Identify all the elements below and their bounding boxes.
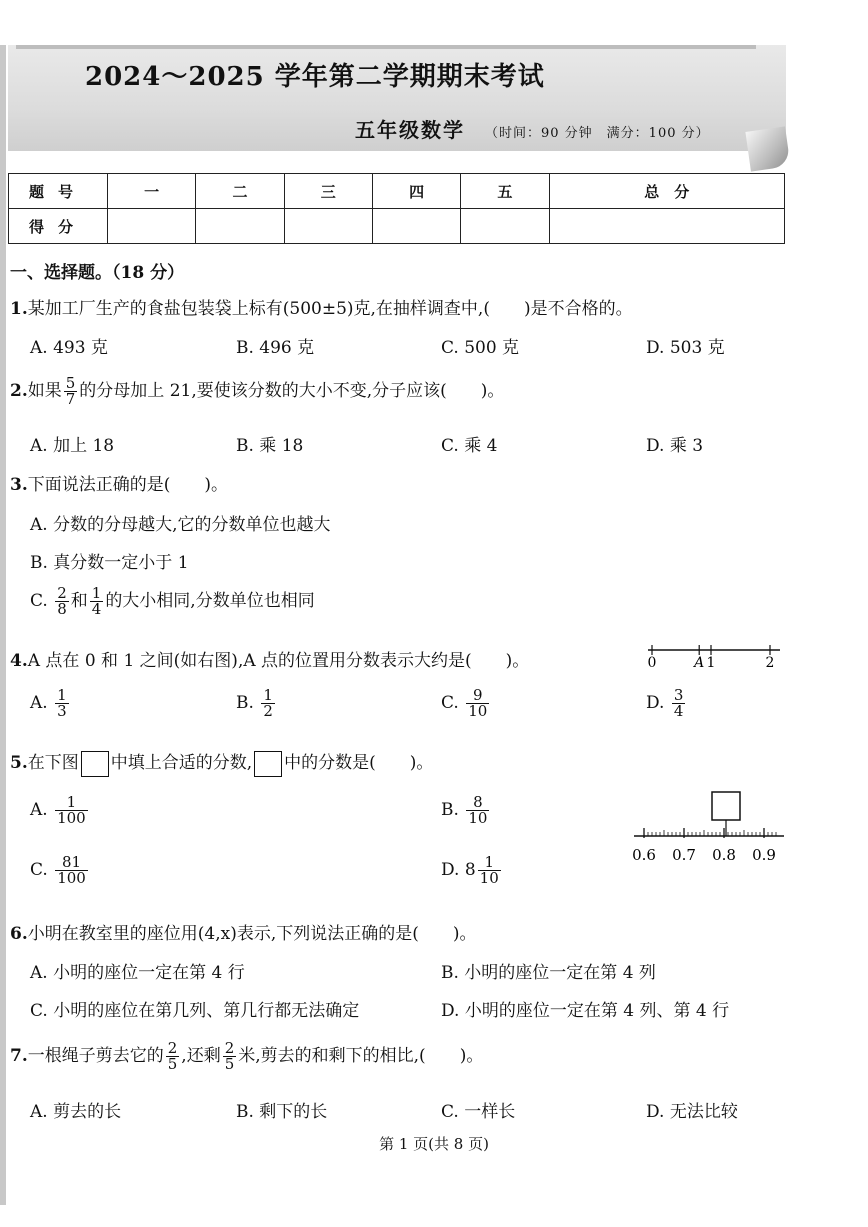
question-number: 7. — [10, 1046, 28, 1066]
fraction-denominator: 10 — [468, 702, 488, 720]
fraction-denominator: 10 — [468, 809, 488, 827]
question-3 — [10, 470, 228, 495]
fraction — [261, 688, 275, 719]
exam-meta: （时间：90 分钟 满分：100 分） — [485, 126, 710, 141]
question-number: 1. — [10, 299, 28, 319]
question-text-post: 中的分数是( )。 — [284, 753, 434, 773]
question-number: 6. — [10, 924, 28, 944]
fraction — [223, 1041, 237, 1072]
exam-title: 2024～2025 学年第二学期期末考试 — [85, 62, 545, 92]
header-top-rule — [16, 45, 756, 49]
option-label: D. — [441, 860, 460, 880]
q1-option-d[interactable]: D. 503 克 — [646, 338, 725, 358]
fraction-numerator: 2 — [167, 1039, 178, 1057]
answer-box — [712, 792, 740, 820]
number-line-label: 0 — [647, 655, 657, 670]
question-number: 5. — [10, 753, 28, 773]
q5-option-a[interactable] — [30, 795, 90, 826]
col-header-total: 总 分 — [549, 174, 784, 209]
fraction-numerator: 1 — [478, 855, 501, 871]
fraction-numerator: 81 — [55, 855, 88, 871]
question-number: 2. — [10, 381, 28, 401]
fraction-denominator: 3 — [57, 702, 67, 720]
q6-option-c[interactable]: C. 小明的座位在第几列、第几行都无法确定 — [30, 1001, 360, 1021]
col-header-5: 五 — [461, 174, 549, 209]
ruler-label: 0.9 — [752, 846, 776, 864]
q7-option-c[interactable]: C. 一样长 — [441, 1102, 516, 1122]
q2-option-c[interactable]: C. 乘 4 — [441, 436, 498, 456]
fraction-numerator: 1 — [91, 584, 102, 602]
fraction-numerator: 9 — [466, 688, 489, 704]
fraction — [55, 855, 88, 886]
mixed-number-whole: 8 — [464, 860, 476, 880]
row-label-score: 得分 — [9, 209, 108, 244]
q6-option-d[interactable]: D. 小明的座位一定在第 4 列、第 4 行 — [441, 1001, 730, 1021]
fraction — [55, 688, 69, 719]
q7-option-a[interactable]: A. 剪去的长 — [30, 1102, 122, 1122]
q6-option-b[interactable]: B. 小明的座位一定在第 4 列 — [441, 963, 656, 983]
col-header-3: 三 — [284, 174, 372, 209]
fraction-numerator: 1 — [57, 686, 67, 704]
fraction-denominator: 8 — [57, 600, 67, 618]
question-text: A 点在 0 和 1 之间(如右图),A 点的位置用分数表示大约是( )。 — [27, 651, 530, 671]
q3-option-b[interactable]: B. 真分数一定小于 1 — [30, 553, 189, 573]
q4-option-b[interactable] — [236, 688, 277, 719]
option-text-mid: 和 — [70, 591, 88, 611]
ruler-figure — [632, 790, 788, 866]
fraction-denominator: 10 — [479, 869, 499, 887]
question-number: 4. — [10, 651, 28, 671]
score-cell-4[interactable] — [372, 209, 460, 244]
option-label: A. — [30, 800, 48, 820]
question-text-pre: 一根绳子剪去它的 — [27, 1046, 164, 1066]
score-table-score-row — [9, 209, 785, 244]
score-cell-total[interactable] — [549, 209, 784, 244]
fraction — [55, 795, 88, 826]
number-line-label: A — [694, 655, 705, 670]
option-label: C. — [441, 693, 459, 713]
subtitle-row — [355, 114, 710, 143]
fraction — [466, 795, 489, 826]
ruler-label: 0.6 — [632, 846, 656, 864]
q4-option-d[interactable] — [646, 688, 687, 719]
number-line-label: 2 — [765, 655, 775, 670]
q2-option-a[interactable]: A. 加上 18 — [30, 436, 115, 456]
answer-box — [81, 751, 109, 777]
q1-option-b[interactable]: B. 496 克 — [236, 338, 315, 358]
subject-title: 五年级数学 — [355, 118, 465, 142]
option-text-post: 的大小相同,分数单位也相同 — [105, 591, 315, 611]
score-cell-3[interactable] — [284, 209, 372, 244]
question-text-pre: 在下图 — [27, 753, 79, 773]
fraction — [55, 586, 69, 617]
fraction-denominator: 100 — [57, 809, 86, 827]
q5-option-d[interactable] — [441, 855, 503, 886]
fraction-numerator: 5 — [65, 374, 76, 392]
fraction — [90, 586, 104, 617]
q2-option-b[interactable]: B. 乘 18 — [236, 436, 304, 456]
fraction — [672, 688, 686, 719]
number-line-figure — [642, 640, 787, 670]
fraction-numerator: 2 — [224, 1039, 235, 1057]
question-text-post: 的分母加上 21,要使该分数的大小不变,分子应该( )。 — [79, 381, 505, 401]
question-5 — [10, 748, 433, 777]
option-label: A. — [30, 693, 48, 713]
question-text: 下面说法正确的是( )。 — [27, 475, 229, 495]
page-edge-shadow — [0, 45, 6, 1205]
col-header-1: 一 — [108, 174, 196, 209]
fraction-denominator: 4 — [673, 702, 684, 720]
col-header-2: 二 — [196, 174, 284, 209]
option-label: B. — [236, 693, 254, 713]
fraction — [466, 688, 489, 719]
score-table — [8, 173, 785, 244]
question-1 — [10, 294, 633, 319]
fraction-denominator: 5 — [167, 1055, 178, 1073]
q1-option-c[interactable]: C. 500 克 — [441, 338, 520, 358]
option-label: D. — [646, 693, 665, 713]
question-6 — [10, 919, 477, 944]
score-cell-1[interactable] — [108, 209, 196, 244]
question-text: 小明在教室里的座位用(4,x)表示,下列说法正确的是( )。 — [27, 924, 477, 944]
row-label-question-number: 题号 — [9, 174, 108, 209]
number-line-label: 1 — [706, 655, 716, 670]
score-cell-2[interactable] — [196, 209, 284, 244]
fraction-denominator: 2 — [263, 702, 273, 720]
fraction-numerator: 3 — [673, 686, 684, 704]
q1-option-a[interactable]: A. 493 克 — [30, 338, 108, 358]
q7-option-b[interactable]: B. 剩下的长 — [236, 1102, 328, 1122]
option-label: B. — [441, 800, 459, 820]
question-text-pre: 如果 — [27, 381, 62, 401]
q5-option-b[interactable] — [441, 795, 491, 826]
question-number: 3. — [10, 475, 28, 495]
question-text-mid: 中填上合适的分数, — [110, 753, 253, 773]
fraction-numerator: 2 — [57, 584, 67, 602]
question-4 — [10, 646, 529, 671]
fraction — [166, 1041, 180, 1072]
option-label: C. — [30, 860, 48, 880]
fraction-numerator: 1 — [263, 686, 273, 704]
fraction-denominator: 5 — [224, 1055, 235, 1073]
q5-option-c[interactable] — [30, 855, 90, 886]
score-table-header-row — [9, 174, 785, 209]
option-label: C. — [30, 591, 48, 611]
ruler-label: 0.8 — [712, 846, 736, 864]
fraction-numerator: 1 — [55, 795, 88, 811]
ruler-label: 0.7 — [672, 846, 696, 864]
fraction-denominator: 4 — [91, 600, 102, 618]
page-footer: 第 1 页(共 8 页) — [379, 1135, 489, 1153]
q3-option-a[interactable]: A. 分数的分母越大,它的分数单位也越大 — [30, 515, 331, 535]
q4-option-a[interactable] — [30, 688, 71, 719]
fraction-denominator: 7 — [65, 390, 76, 408]
question-text: 某加工厂生产的食盐包装袋上标有(500±5)克,在抽样调查中,( )是不合格的。 — [27, 299, 633, 319]
answer-box — [254, 751, 282, 777]
score-cell-5[interactable] — [461, 209, 549, 244]
q7-option-d[interactable]: D. 无法比较 — [646, 1102, 738, 1122]
col-header-4: 四 — [372, 174, 460, 209]
q2-option-d[interactable]: D. 乘 3 — [646, 436, 704, 456]
q3-option-c[interactable] — [30, 586, 315, 617]
question-text-mid: ,还剩 — [181, 1046, 221, 1066]
q6-option-a[interactable]: A. 小明的座位一定在第 4 行 — [30, 963, 245, 983]
section-heading: 一、选择题。（18 分） — [10, 263, 185, 283]
fraction-numerator: 8 — [466, 795, 489, 811]
fraction — [478, 855, 501, 886]
page-curl-decoration — [745, 126, 790, 171]
fraction — [64, 376, 78, 407]
question-2 — [10, 376, 504, 407]
fraction-denominator: 100 — [57, 869, 86, 887]
q4-option-c[interactable] — [441, 688, 491, 719]
question-7 — [10, 1041, 483, 1072]
question-text-post: 米,剪去的和剩下的相比,( )。 — [238, 1046, 484, 1066]
